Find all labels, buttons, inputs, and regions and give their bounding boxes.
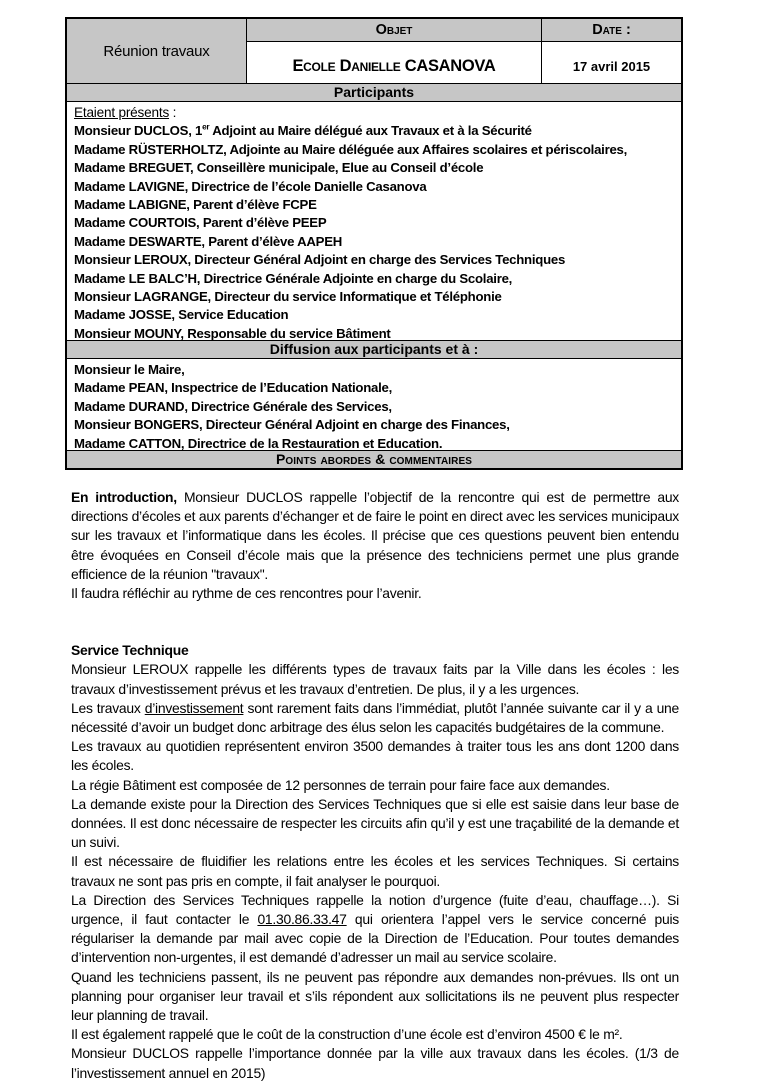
text-segment: La demande existe pour la Direction des Services Techniques que si elle est saisie dans leur base de données. Il est donc nécessaire de respecter les circuits afin qu’il y est une traçabilité de la demande et un suivi.	[71, 795, 679, 851]
text-segment: Monsieur BONGERS, Directeur Général Adjoint en charge des Finances,	[74, 417, 510, 433]
service-technique-heading	[71, 641, 679, 660]
list-line	[74, 306, 675, 324]
header-table	[67, 19, 681, 83]
text-segment: Les travaux	[71, 699, 145, 716]
list-line	[74, 398, 675, 416]
paragraph	[71, 776, 679, 795]
text-segment: Il faudra réfléchir au rythme de ces rencontres pour l’avenir.	[71, 585, 422, 602]
paragraph	[71, 852, 679, 890]
date-label: Date :	[592, 22, 631, 38]
participants-lines	[74, 122, 675, 340]
list-line	[74, 361, 675, 379]
date-value-cell	[541, 41, 681, 83]
list-line	[74, 233, 675, 251]
participants-list	[67, 102, 681, 340]
list-line	[74, 251, 675, 269]
date-header-cell	[541, 19, 681, 41]
text-segment: :	[169, 105, 177, 120]
diffusion-lines	[74, 361, 675, 450]
list-line	[74, 379, 675, 397]
text-segment: Madame BREGUET, Conseillère municipale, Elue au Conseil d’école	[74, 160, 484, 176]
list-line	[74, 435, 675, 450]
attendees-intro	[74, 104, 675, 122]
paragraph	[71, 699, 679, 737]
text-segment: Madame LAVIGNE, Directrice de l’école Danielle Casanova	[74, 178, 427, 194]
list-line	[74, 416, 675, 434]
objet-label: Objet	[375, 22, 413, 38]
phone-number: 01.30.86.33.47	[257, 911, 347, 928]
text-segment: Monsieur LEROUX, Directeur Général Adjoint en charge des Services Techniques	[74, 252, 566, 268]
objet-value-cell	[247, 41, 541, 83]
intro-paragraph	[71, 488, 679, 584]
paragraph	[71, 968, 679, 1026]
text-segment: Madame CATTON, Directrice de la Restauration et Education.	[74, 435, 443, 450]
paragraph	[71, 1044, 679, 1082]
text-segment: Quand les techniciens passent, ils ne peuvent pas répondre aux demandes non-prévues. Ils ont un planning pour organiser leur travail et s’ils répondent aux sollicitations ils ne peuvent plus respecter leur planning de travail.	[71, 968, 679, 1024]
text-segment: Madame JOSSE, Service Education	[74, 307, 289, 323]
text-segment: Monsieur le Maire,	[74, 362, 185, 377]
text-segment: La régie Bâtiment est composée de 12 personnes de terrain pour faire face aux demandes.	[71, 776, 610, 793]
text-segment: Etaient présents	[74, 105, 170, 120]
points-body	[65, 483, 683, 1083]
meeting-type-cell	[67, 19, 247, 83]
diffusion-list	[67, 359, 681, 450]
text-segment: qui orientera l’appel vers le service concerné puis régulariser la demande par mail avec copie de la Direction de l’Education. Pour toutes demandes d’intervention non-urgentes, il est demandé d’adresser un mail au service scolaire.	[71, 911, 679, 966]
text-segment: Madame RÜSTERHOLTZ, Adjointe au Maire déléguée aux Affaires scolaires et périscolaires,	[74, 141, 628, 157]
paragraph	[71, 891, 679, 968]
text-segment: Monsieur MOUNY, Responsable du service Bâtiment	[74, 325, 391, 340]
list-line	[74, 325, 675, 340]
text-segment: Monsieur DUCLOS rappelle l’objectif de la rencontre qui est de permettre aux directions d’écoles et aux parents d’échanger et de faire le point en direct avec les services municipaux sur les travaux et l’informatique dans les écoles. Il précise que ces questions peuvent bien entendu être évoquées en Conseil d’école mais que la présence des techniciens permet une plus grande efficience de la réunion "travaux".	[71, 489, 679, 582]
text-segment: Adjoint au Maire délégué aux Travaux et à la Sécurité	[209, 123, 532, 139]
underlined-term: d’investissement	[144, 699, 244, 716]
text-segment: En introduction,	[71, 489, 177, 505]
paragraph	[71, 1025, 679, 1044]
list-line	[74, 122, 675, 140]
text-segment: Madame LE BALC’H, Directrice Générale Adjointe en charge du Scolaire,	[74, 270, 513, 286]
paragraph	[71, 584, 679, 603]
meeting-date: 17 avril 2015	[572, 59, 651, 74]
list-line	[74, 214, 675, 232]
list-line	[74, 159, 675, 177]
school-name: Ecole Danielle CASANOVA	[292, 57, 496, 75]
paragraph	[71, 660, 679, 698]
points-section-header: Points abordes & commentaires	[67, 450, 681, 468]
paragraph	[71, 737, 679, 775]
text-segment: Monsieur DUCLOS, 1	[74, 123, 203, 139]
text-segment: Monsieur LAGRANGE, Directeur du service Informatique et Téléphonie	[74, 289, 502, 305]
list-line	[74, 141, 675, 159]
text-segment: Madame COURTOIS, Parent d’élève PEEP	[74, 215, 327, 231]
participants-section-header: Participants	[67, 83, 681, 102]
text-segment: Il est nécessaire de fluidifier les relations entre les écoles et les services Techniques. Si certains travaux ne sont pas pris en compte, il fait analyser le pourquoi.	[71, 853, 679, 889]
paragraph	[71, 795, 679, 853]
meeting-type-label: Réunion travaux	[103, 42, 210, 60]
minutes-table	[65, 17, 683, 470]
text-segment: Monsieur LEROUX rappelle les différents types de travaux faits par la Ville dans les écoles : les travaux d’investissement prévus et les travaux d’entretien. De plus, il y a les urgences.	[71, 661, 679, 697]
blank-gap	[71, 603, 679, 641]
text-segment: Service Technique	[71, 642, 189, 659]
text-segment: Il est également rappelé que le coût de la construction d’une école est d’environ 4500 € le m².	[71, 1026, 623, 1043]
text-segment: er	[202, 123, 210, 133]
list-line	[74, 288, 675, 306]
text-segment: sont rarement faits dans l’immédiat, plutôt l’année suivante car il y a une nécessité d’avoir un budget donc arbitrage des élus selon les capacités budgétaires de la commune.	[71, 699, 679, 736]
text-segment: La Direction des Services Techniques rappelle la notion d’urgence (fuite d’eau, chauffage…). Si urgence, il faut contacter le	[71, 891, 679, 928]
diffusion-section-header: Diffusion aux participants et à :	[67, 340, 681, 359]
text-segment: Madame PEAN, Inspectrice de l’Education Nationale,	[74, 380, 393, 396]
text-segment: Madame DURAND, Directrice Générale des Services,	[74, 398, 392, 414]
objet-header-cell	[247, 19, 541, 41]
list-line	[74, 270, 675, 288]
text-segment: Madame DESWARTE, Parent d’élève AAPEH	[74, 233, 343, 249]
text-segment: Monsieur DUCLOS rappelle l’importance donnée par la ville aux travaux dans les écoles. (1/3 de l’investissement annuel en 2015)	[71, 1045, 679, 1081]
text-segment: Madame LABIGNE, Parent d’élève FCPE	[74, 197, 317, 213]
text-segment: Les travaux au quotidien représentent environ 3500 demandes à traiter tous les ans dont 1200 dans les écoles.	[71, 738, 679, 774]
list-line	[74, 178, 675, 196]
list-line	[74, 196, 675, 214]
